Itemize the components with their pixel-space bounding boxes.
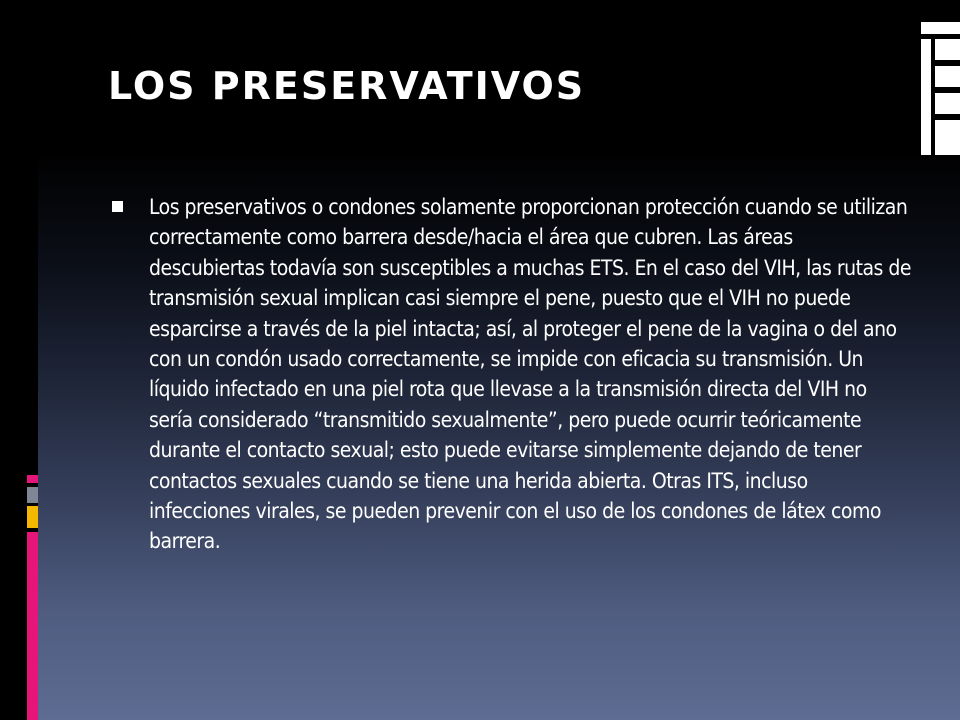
- decorative-bars-icon: [921, 22, 960, 155]
- slide-title: LOS PRESERVATIVOS: [108, 64, 586, 108]
- bullet-square-icon: [112, 201, 123, 212]
- content-area: [112, 192, 912, 557]
- accent-bars: [27, 475, 38, 720]
- accent-pink-top: [27, 475, 38, 483]
- bullet-text: Los preservativos o condones solamente proporcionan protección cuando se utilizan correctamente como barrera desde/hacia el área que cubren. Las áreas descubiertas todavía son susceptibles a muchas ETS. En el caso del VIH, las rutas de transmisión sexual implican casi siempre el pene, puesto que el VIH no puede esparcirse a través de la piel intacta; así, al proteger el pene de la vagina o del ano con un condón usado correctamente, se impide con eficacia su transmisión. Un líquido infectado en una piel rota que llevase a la transmisión directa del VIH no sería considerado “transmitido sexualmente”, pero puede ocurrir teóricamente durante el contacto sexual; esto puede evitarse simplemente dejando de tener contactos sexuales cuando se tiene una herida abierta. Otras ITS, incluso infecciones virales, se pueden prevenir con el uso de los condones de látex como barrera.: [149, 195, 912, 554]
- accent-gray: [27, 487, 38, 503]
- bullet-item: [112, 192, 912, 557]
- accent-pink-bottom: [27, 532, 38, 720]
- accent-yellow: [27, 506, 38, 528]
